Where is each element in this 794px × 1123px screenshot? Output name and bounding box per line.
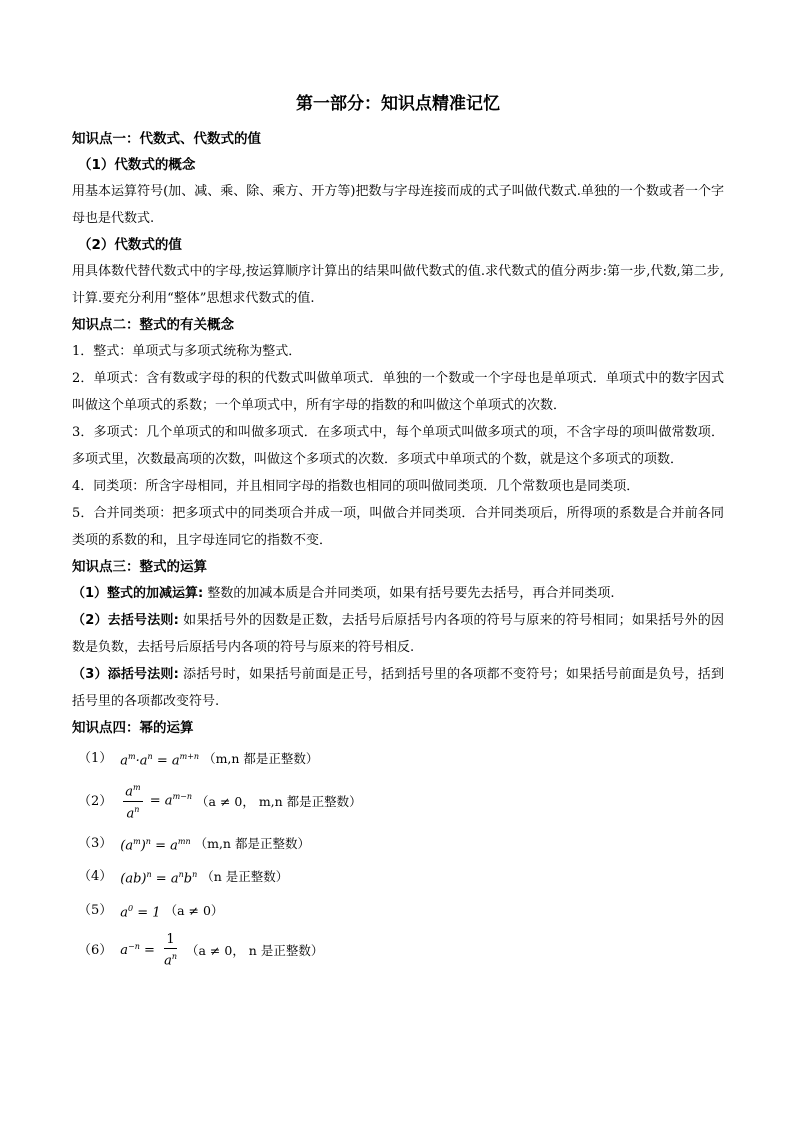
section-heading-4: 知识点四：幂的运算 — [72, 720, 194, 736]
formula-note: （m,n 都是正整数） — [203, 751, 319, 767]
list-item: 2．单项式：含有数或字母的积的代数式叫做单项式．单独的一个数或一个字母也是单项式．单项式中的数字因式叫做这个单项式的系数；一个单项式中，所有字母的指数的和叫做这个单项式的次数． — [72, 371, 724, 413]
section-heading-1: 知识点一：代数式、代数式的值 — [72, 131, 261, 147]
rule-add-subtract — [72, 580, 724, 607]
formula-number: （2） — [78, 793, 113, 809]
formula-number: （1） — [78, 751, 113, 767]
rule-text: 如果括号外的因数是正数，去括号后原括号内各项的符号与原来的符号相同；如果括号外的因数是负数，去括号后原括号内各项的符号与原来的符号相反. — [72, 613, 725, 655]
formula-expression: $a^{-n}$ = $\frac{1}{a^n}$ — [120, 931, 177, 969]
formula-row — [72, 861, 724, 892]
subheading-value: （2）代数式的值 — [78, 237, 182, 253]
formula-expression: $\frac{a^m}{a^n}$ = $a^{m-n}$ — [120, 780, 192, 822]
list-item: 1．整式：单项式与多项式统称为整式． — [72, 344, 302, 359]
rule-text: 添括号时，如果括号前面是正号，括到括号里的各项都不变符号；如果括号前面是负号，括到括号里的各项都改变符号. — [72, 667, 725, 709]
formula-note: （a ≠ 0， n 是正整数） — [186, 943, 324, 959]
page-title: 第一部分：知识点精准记忆 — [296, 94, 500, 114]
formula-expression: $(ab)^n = a^nb^n$ — [120, 870, 198, 887]
rule-lead: （3）添括号法则: — [72, 667, 179, 682]
rule-lead: （1）整式的加减运算: — [72, 586, 204, 601]
list-item: 4．同类项：所含字母相同，并且相同字母的指数也相同的项叫做同类项．几个常数项也是同类项． — [72, 479, 640, 494]
formula-expression: $a^0 = 1$ — [120, 903, 161, 920]
formula-number: （6） — [78, 943, 113, 959]
formula-row — [72, 895, 724, 926]
paragraph-concept: 用基本运算符号(加、减、乘、除、乘方、开方等)把数与字母连接而成的式子叫做代数式.单独的一个数或者一个字母也是代数式. — [72, 184, 724, 226]
formula-number: （4） — [78, 869, 113, 885]
subheading-concept: （1）代数式的概念 — [78, 157, 196, 173]
rule-lead: （2）去括号法则: — [72, 613, 179, 628]
formula-note: （n 是正整数） — [201, 869, 289, 885]
formula-row — [72, 932, 724, 969]
formula-row — [72, 743, 724, 774]
list-item: 5．合并同类项：把多项式中的同类项合并成一项，叫做合并同类项．合并同类项后，所得项的系数是合并前各同类项的系数的和，且字母连同它的指数不变． — [72, 506, 724, 548]
formula-note: （a ≠ 0） — [164, 902, 224, 918]
formula-number: （5） — [78, 902, 113, 918]
formula-expression: $(a^m)^n = a^{mn}$ — [120, 836, 191, 854]
document-page — [72, 90, 724, 975]
formula-note: （a ≠ 0， m,n 都是正整数） — [196, 793, 362, 809]
section-heading-3: 知识点三：整式的运算 — [72, 559, 207, 575]
formula-row — [72, 828, 724, 859]
rule-text: 整数的加减本质是合并同类项，如果有括号要先去括号，再合并同类项. — [203, 586, 615, 601]
formula-row — [72, 780, 724, 822]
formula-expression: $a^m\cdot a^n = a^{m+n}$ — [120, 752, 200, 769]
formula-note: （m,n 都是正整数） — [194, 836, 310, 852]
list-item: 3．多项式：几个单项式的和叫做多项式．在多项式中，每个单项式叫做多项式的项，不含字母的项叫做常数项．多项式里，次数最高项的次数，叫做这个多项式的次数．多项式中单项式的个数，就是这个多项式的项数． — [72, 425, 724, 467]
rule-add-brackets — [72, 661, 724, 715]
paragraph-value: 用具体数代替代数式中的字母,按运算顺序计算出的结果叫做代数式的值.求代数式的值分两步:第一步,代数,第二步,计算.要充分利用“整体”思想求代数式的值. — [72, 264, 724, 306]
formula-number: （3） — [78, 836, 113, 852]
rule-remove-brackets — [72, 607, 724, 661]
section-heading-2: 知识点二：整式的有关概念 — [72, 317, 234, 333]
